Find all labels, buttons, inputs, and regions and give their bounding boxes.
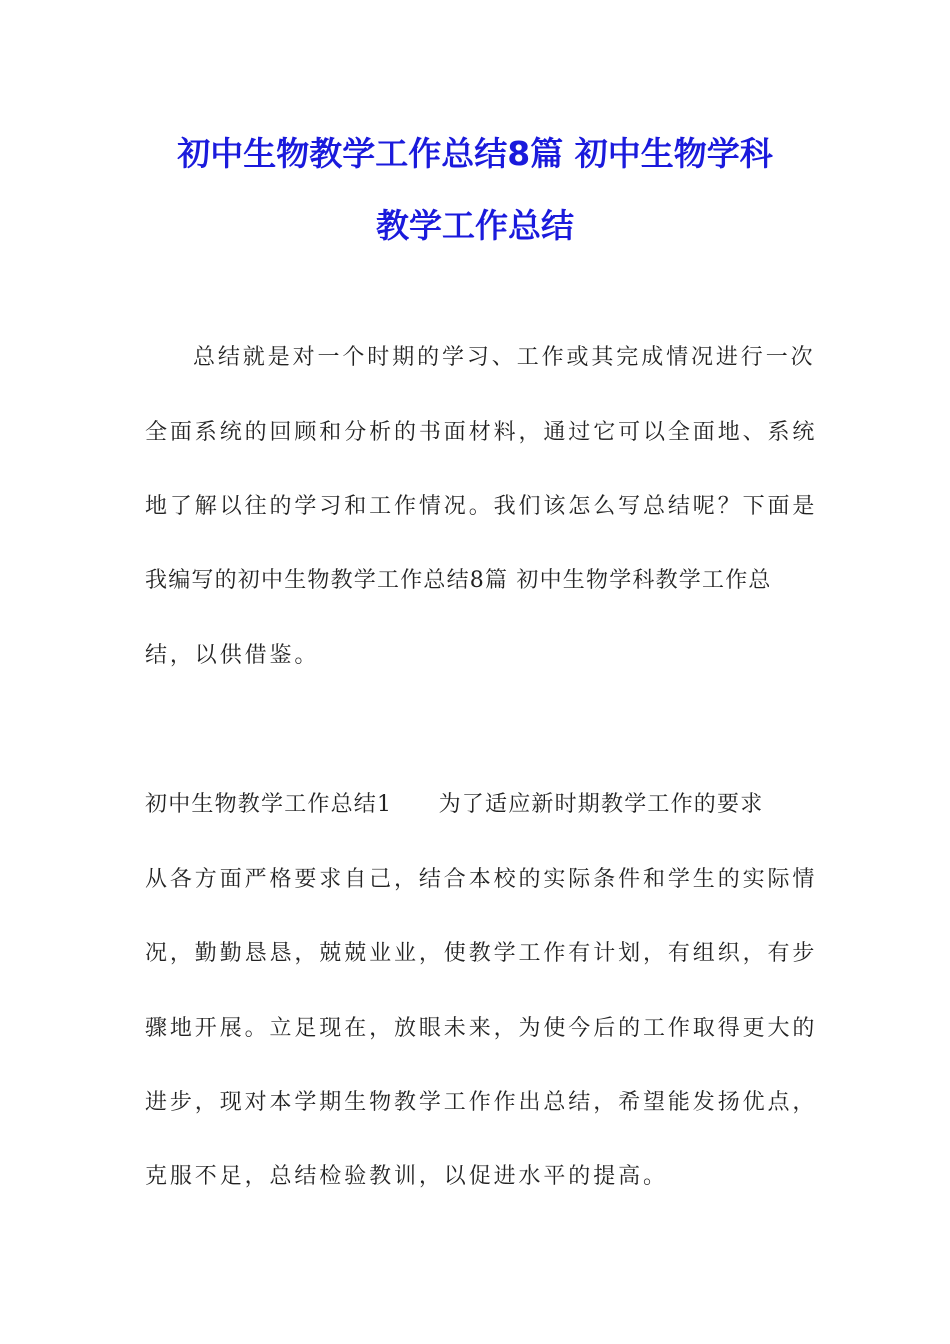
paragraph-line: 从各方面严格要求自己，结合本校的实际条件和学生的实际情	[145, 867, 818, 892]
paragraph-line: 我编写的初中生物教学工作总结8篇 初中生物学科教学工作总	[145, 568, 772, 593]
paragraph-line: 全面系统的回顾和分析的书面材料，通过它可以全面地、系统	[145, 420, 818, 445]
paragraph-line: 进步，现对本学期生物教学工作作出总结，希望能发扬优点，	[145, 1090, 818, 1115]
paragraph-line: 初中生物教学工作总结1 为了适应新时期教学工作的要求	[145, 792, 764, 817]
paragraph-line: 骤地开展。立足现在，放眼未来，为使今后的工作取得更大的	[145, 1016, 818, 1041]
document-title-line-1: 初中生物教学工作总结8篇 初中生物学科	[177, 134, 773, 173]
paragraph-line: 克服不足，总结检验教训，以促进水平的提高。	[145, 1164, 668, 1189]
document-title-line-2: 教学工作总结	[376, 206, 574, 245]
paragraph-line: 结，以供借鉴。	[145, 643, 320, 668]
paragraph-line: 况，勤勤恳恳，兢兢业业，使教学工作有计划，有组织，有步	[145, 941, 818, 966]
paragraph-line: 总结就是对一个时期的学习、工作或其完成情况进行一次	[193, 345, 816, 370]
paragraph-line: 地了解以往的学习和工作情况。我们该怎么写总结呢？下面是	[145, 494, 818, 519]
